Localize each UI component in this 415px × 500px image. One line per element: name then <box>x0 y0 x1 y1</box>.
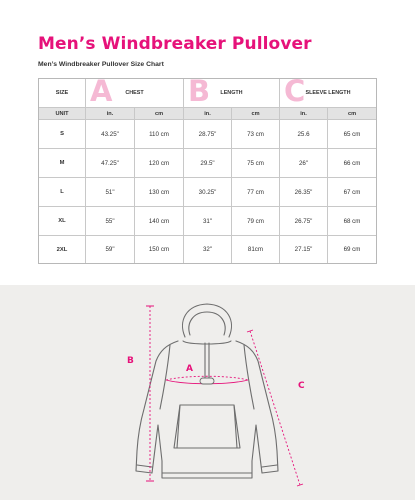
table-row <box>39 149 376 178</box>
value-cell: 120 cm <box>135 149 184 177</box>
size-chart-table <box>38 74 377 264</box>
chart-subtitle: Men’s Windbreaker Pullover Size Chart <box>38 61 164 68</box>
value-cell: 77 cm <box>232 178 280 206</box>
value-cell: 31" <box>184 207 232 235</box>
value-cell: 26.75" <box>280 207 328 235</box>
value-cell: 43.25" <box>86 120 135 148</box>
letter-a-watermark: A <box>90 74 113 108</box>
value-cell: 75 cm <box>232 149 280 177</box>
size-cell: XL <box>39 207 86 235</box>
size-cell: S <box>39 120 86 148</box>
value-cell: 69 cm <box>343 246 361 253</box>
value-cell: 150 cm <box>135 236 184 263</box>
value-cell: 79 cm <box>232 207 280 235</box>
value-cell: 73 cm <box>232 120 280 148</box>
size-cell: L <box>39 178 86 206</box>
value-cell: 29.5" <box>184 149 232 177</box>
chest-measurement-line <box>166 376 248 384</box>
value-cell: 47.25" <box>86 149 135 177</box>
size-cell: M <box>39 149 86 177</box>
unit-cell: cm <box>328 108 376 119</box>
unit-cell: in. <box>86 108 135 119</box>
value-cell: 66 cm <box>343 159 361 167</box>
unit-cell: cm <box>135 108 184 119</box>
table-row <box>39 236 376 263</box>
value-cell: 68 cm <box>343 217 361 225</box>
value-cell: 65 cm <box>343 130 361 138</box>
length-measurement-line <box>146 306 154 481</box>
value-cell: 27.15" <box>280 236 328 263</box>
table-units-row <box>39 108 376 120</box>
value-cell: 28.75" <box>184 120 232 148</box>
value-cell: 67 cm <box>343 188 361 196</box>
letter-c-watermark: C <box>284 74 306 108</box>
value-cell: 32" <box>184 236 232 263</box>
label-a: A <box>186 364 193 374</box>
size-header: SIZE <box>39 79 86 107</box>
table-header-row <box>39 74 376 108</box>
letter-b-watermark: B <box>188 74 211 108</box>
value-cell: 130 cm <box>135 178 184 206</box>
table-row <box>39 120 376 149</box>
value-cell: 59" <box>86 236 135 263</box>
pullover-outline-illustration <box>136 304 278 478</box>
value-cell: 25.6 <box>280 120 328 148</box>
table-row <box>39 207 376 236</box>
value-cell: 55" <box>86 207 135 235</box>
chest-header: A CHEST <box>86 79 184 107</box>
value-cell: 110 cm <box>135 120 184 148</box>
unit-cell: in. <box>280 108 328 119</box>
value-cell: 30.25" <box>184 178 232 206</box>
measurement-diagram-section <box>0 285 415 500</box>
table-row <box>39 178 376 207</box>
unit-header: UNIT <box>39 108 86 119</box>
value-cell: 140 cm <box>135 207 184 235</box>
length-header: B LENGTH <box>184 79 280 107</box>
label-c: C <box>298 381 305 391</box>
label-b: B <box>127 356 134 366</box>
value-cell: 51" <box>86 178 135 206</box>
page-title: Men’s Windbreaker Pullover <box>38 34 312 54</box>
sleeve-length-header: C SLEEVE LENGTH <box>284 74 351 108</box>
value-cell: 26.35" <box>280 178 328 206</box>
value-cell: 26" <box>280 149 328 177</box>
unit-cell: in. <box>184 108 232 119</box>
sleeve-measurement-line <box>247 330 303 486</box>
value-cell: 81cm <box>232 236 280 263</box>
unit-cell: cm <box>232 108 280 119</box>
pullover-measurement-diagram <box>0 285 415 500</box>
size-cell: 2XL <box>39 236 86 263</box>
